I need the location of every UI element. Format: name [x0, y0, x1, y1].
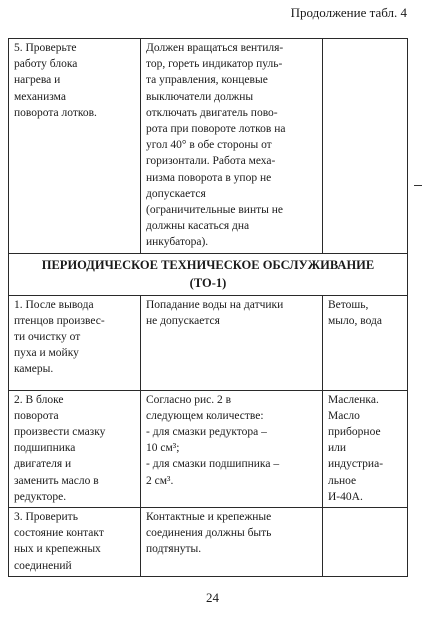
- table-row: [9, 295, 408, 390]
- table-cell-step: 2. В блоке поворота произвести смазку подшипника двигателя и заменить масло в редукторе.: [9, 390, 141, 507]
- table-cell-requirement: Согласно рис. 2 в следующем количестве: - для смазки редуктора – 10 см³; - для смазки подшипника – 2 см³.: [141, 390, 323, 507]
- table-cell-step: 3. Проверить состояние контакт ных и крепежных соединений: [9, 508, 141, 577]
- table-cell-step: 1. После вывода птенцов произвес- ти очистку от пуха и мойку камеры.: [9, 295, 141, 390]
- table-cell-materials: [323, 508, 408, 577]
- table-row: [9, 390, 408, 507]
- section-title: ПЕРИОДИЧЕСКОЕ ТЕХНИЧЕСКОЕ ОБСЛУЖИВАНИЕ (ТО-1): [9, 253, 408, 295]
- table-cell-requirement: Контактные и крепежные соединения должны быть подтянуты.: [141, 508, 323, 577]
- table-cell-materials: Ветошь, мыло, вода: [323, 295, 408, 390]
- page-number: 24: [206, 590, 219, 605]
- table-cell-materials: Масленка. Масло приборное или индустриа- льное И-40А.: [323, 390, 408, 507]
- table-cell-requirement: Должен вращаться вентиля- тор, гореть индикатор пуль- та управления, концевые выключатели должны отключать двигатель пово- рота при повороте лотков на угол 40° в обе стороны от горизонтали. Работа меха- низма поворота в упор не допускается (ограничительные винты не должны касаться дна инкубатора).: [141, 39, 323, 254]
- table-row: [9, 39, 408, 254]
- scan-margin-mark: [414, 185, 422, 186]
- continuation-label: Продолжение табл. 4: [290, 5, 407, 20]
- table-cell-step: 5. Проверьте работу блока нагрева и механизма поворота лотков.: [9, 39, 141, 254]
- maintenance-table: [8, 38, 408, 577]
- table-row: [9, 508, 408, 577]
- section-header-row: [9, 253, 408, 295]
- table-cell-materials: [323, 39, 408, 254]
- table-cell-requirement: Попадание воды на датчики не допускается: [141, 295, 323, 390]
